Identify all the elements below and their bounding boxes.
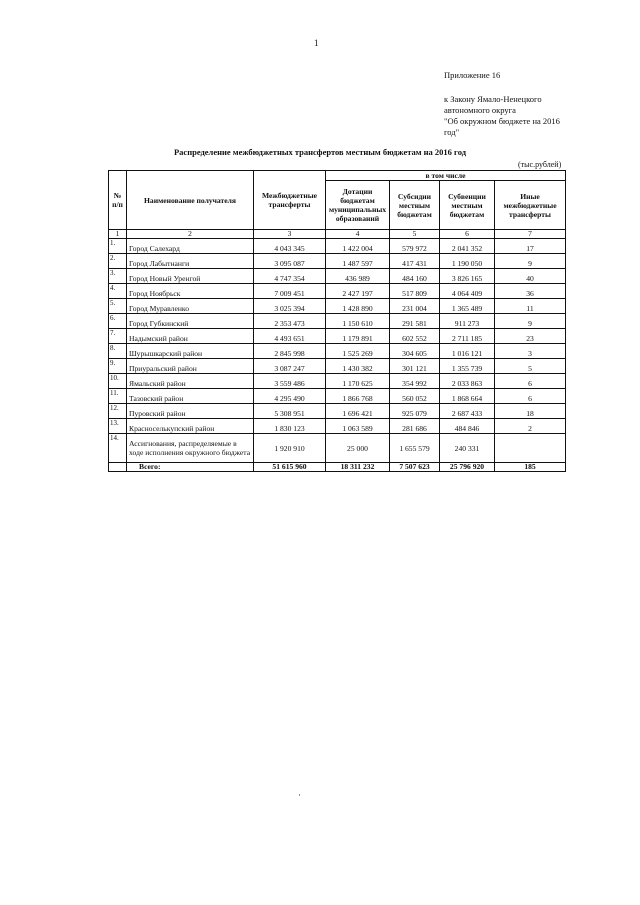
appendix-law-line: к Закону Ямало-Ненецкого [444,94,542,104]
transfers-total: 3 087 247 [254,359,326,374]
dotations-value: 1 525 269 [326,344,390,359]
appendix-law-line: год" [444,127,460,137]
recipient-name: Город Лабытнанги [127,254,254,269]
row-number: 11. [109,389,127,404]
subsidies-value: 517 809 [390,284,440,299]
table-row [109,419,566,434]
other-transfers-value: 9 [495,314,566,329]
recipient-name: Приуральский район [127,359,254,374]
subsidies-value: 354 992 [390,374,440,389]
row-number: 6. [109,314,127,329]
subsidies-value: 925 079 [390,404,440,419]
table-row [109,314,566,329]
other-transfers-value: 36 [495,284,566,299]
column-index: 1 [109,230,127,239]
dotations-value: 436 989 [326,269,390,284]
transfers-total: 2 353 473 [254,314,326,329]
other-transfers-value [495,434,566,463]
subventions-value: 1 190 050 [440,254,495,269]
table-row [109,329,566,344]
header-subventions: Субвенции местным бюджетам [440,181,495,230]
transfers-total: 1 920 910 [254,434,326,463]
subventions-value: 2 687 433 [440,404,495,419]
column-index: 6 [440,230,495,239]
recipient-name: Шурышкарский район [127,344,254,359]
table-body [109,239,566,463]
table-row [109,359,566,374]
dotations-value: 1 487 597 [326,254,390,269]
subsidies-value: 281 686 [390,419,440,434]
subventions-value: 484 846 [440,419,495,434]
total-other: 185 [495,463,566,472]
transfers-total: 4 295 490 [254,389,326,404]
table-row [109,299,566,314]
subventions-value: 1 016 121 [440,344,495,359]
total-subventions: 25 796 920 [440,463,495,472]
column-index: 4 [326,230,390,239]
row-number: 14. [109,434,127,463]
subsidies-value: 291 581 [390,314,440,329]
column-index: 2 [127,230,254,239]
unit-label: (тыс.рублей) [518,160,562,169]
recipient-name: Надымский район [127,329,254,344]
transfers-total: 4 747 354 [254,269,326,284]
table-row [109,269,566,284]
subventions-value: 911 273 [440,314,495,329]
recipient-name: Тазовский район [127,389,254,404]
total-transfers: 51 615 960 [254,463,326,472]
other-transfers-value: 6 [495,374,566,389]
table-row [109,404,566,419]
transfers-total: 4 043 345 [254,239,326,254]
subsidies-value: 484 160 [390,269,440,284]
table-row [109,344,566,359]
other-transfers-value: 17 [495,239,566,254]
dotations-value: 1 422 004 [326,239,390,254]
subsidies-value: 560 052 [390,389,440,404]
transfers-total: 5 308 951 [254,404,326,419]
other-transfers-value: 5 [495,359,566,374]
column-index-row [109,230,566,239]
header-group: в том числе [326,171,566,181]
table-row [109,254,566,269]
subventions-value: 2 033 863 [440,374,495,389]
subsidies-value: 417 431 [390,254,440,269]
recipient-name: Пуровский район [127,404,254,419]
subsidies-value: 1 655 579 [390,434,440,463]
scan-mark: · [298,790,301,800]
recipient-name: Город Салехард [127,239,254,254]
row-number: 13. [109,419,127,434]
appendix-law-line: автономного округа [444,105,516,115]
appendix-block [444,70,560,138]
other-transfers-value: 11 [495,299,566,314]
row-number: 3. [109,269,127,284]
subventions-value: 2 041 352 [440,239,495,254]
table-row [109,239,566,254]
dotations-value: 1 179 891 [326,329,390,344]
header-dotations: Дотации бюджетам муниципальных образований [326,181,390,230]
subventions-value: 240 331 [440,434,495,463]
subventions-value: 1 868 664 [440,389,495,404]
dotations-value: 25 000 [326,434,390,463]
row-number: 4. [109,284,127,299]
row-number: 5. [109,299,127,314]
total-subsidies: 7 507 623 [390,463,440,472]
recipient-name: Ассигнования, распределяемые в ходе исполнения окружного бюджета [127,434,254,463]
transfers-total: 4 493 651 [254,329,326,344]
transfers-total: 3 025 394 [254,299,326,314]
row-number: 7. [109,329,127,344]
recipient-name: Город Ноябрьск [127,284,254,299]
subsidies-value: 231 004 [390,299,440,314]
column-index: 5 [390,230,440,239]
header-name: Наименование получателя [127,171,254,230]
other-transfers-value: 40 [495,269,566,284]
appendix-law-line: "Об окружном бюджете на 2016 [444,116,560,126]
document-title: Распределение межбюджетных трансфертов местным бюджетам на 2016 год [173,147,467,157]
dotations-value: 1 430 382 [326,359,390,374]
table-row [109,389,566,404]
total-num-cell [109,463,127,472]
recipient-name: Город Муравленко [127,299,254,314]
dotations-value: 1 170 625 [326,374,390,389]
transfers-total: 3 095 087 [254,254,326,269]
transfers-total: 3 559 486 [254,374,326,389]
other-transfers-value: 6 [495,389,566,404]
row-number: 8. [109,344,127,359]
subventions-value: 1 355 739 [440,359,495,374]
subsidies-value: 304 605 [390,344,440,359]
transfers-table [108,170,566,472]
subventions-value: 2 711 185 [440,329,495,344]
subventions-value: 3 826 165 [440,269,495,284]
row-number: 9. [109,359,127,374]
column-index: 7 [495,230,566,239]
row-number: 1. [109,239,127,254]
recipient-name: Красноселькупский район [127,419,254,434]
other-transfers-value: 23 [495,329,566,344]
subsidies-value: 602 552 [390,329,440,344]
other-transfers-value: 9 [495,254,566,269]
other-transfers-value: 18 [495,404,566,419]
row-number: 2. [109,254,127,269]
page-number: 1 [314,38,319,48]
transfers-total: 7 009 451 [254,284,326,299]
total-dotations: 18 311 232 [326,463,390,472]
dotations-value: 1 696 421 [326,404,390,419]
transfers-total: 1 830 123 [254,419,326,434]
dotations-value: 1 150 610 [326,314,390,329]
dotations-value: 1 866 768 [326,389,390,404]
subventions-value: 1 365 489 [440,299,495,314]
total-label: Всего: [127,463,254,472]
total-row [109,463,566,472]
other-transfers-value: 2 [495,419,566,434]
header-total: Межбюджетные трансферты [254,171,326,230]
subsidies-value: 301 121 [390,359,440,374]
header-subsidies: Субсидии местным бюджетам [390,181,440,230]
header-other: Иные межбюджетные трансферты [495,181,566,230]
dotations-value: 1 063 589 [326,419,390,434]
recipient-name: Город Губкинский [127,314,254,329]
column-index: 3 [254,230,326,239]
table-row [109,374,566,389]
table-row [109,284,566,299]
table-row [109,434,566,463]
recipient-name: Город Новый Уренгой [127,269,254,284]
dotations-value: 1 428 890 [326,299,390,314]
dotations-value: 2 427 197 [326,284,390,299]
recipient-name: Ямальский район [127,374,254,389]
subsidies-value: 579 972 [390,239,440,254]
header-num: № п/п [109,171,127,230]
subventions-value: 4 064 409 [440,284,495,299]
appendix-number: Приложение 16 [444,70,501,80]
row-number: 10. [109,374,127,389]
transfers-total: 2 845 998 [254,344,326,359]
other-transfers-value: 3 [495,344,566,359]
row-number: 12. [109,404,127,419]
